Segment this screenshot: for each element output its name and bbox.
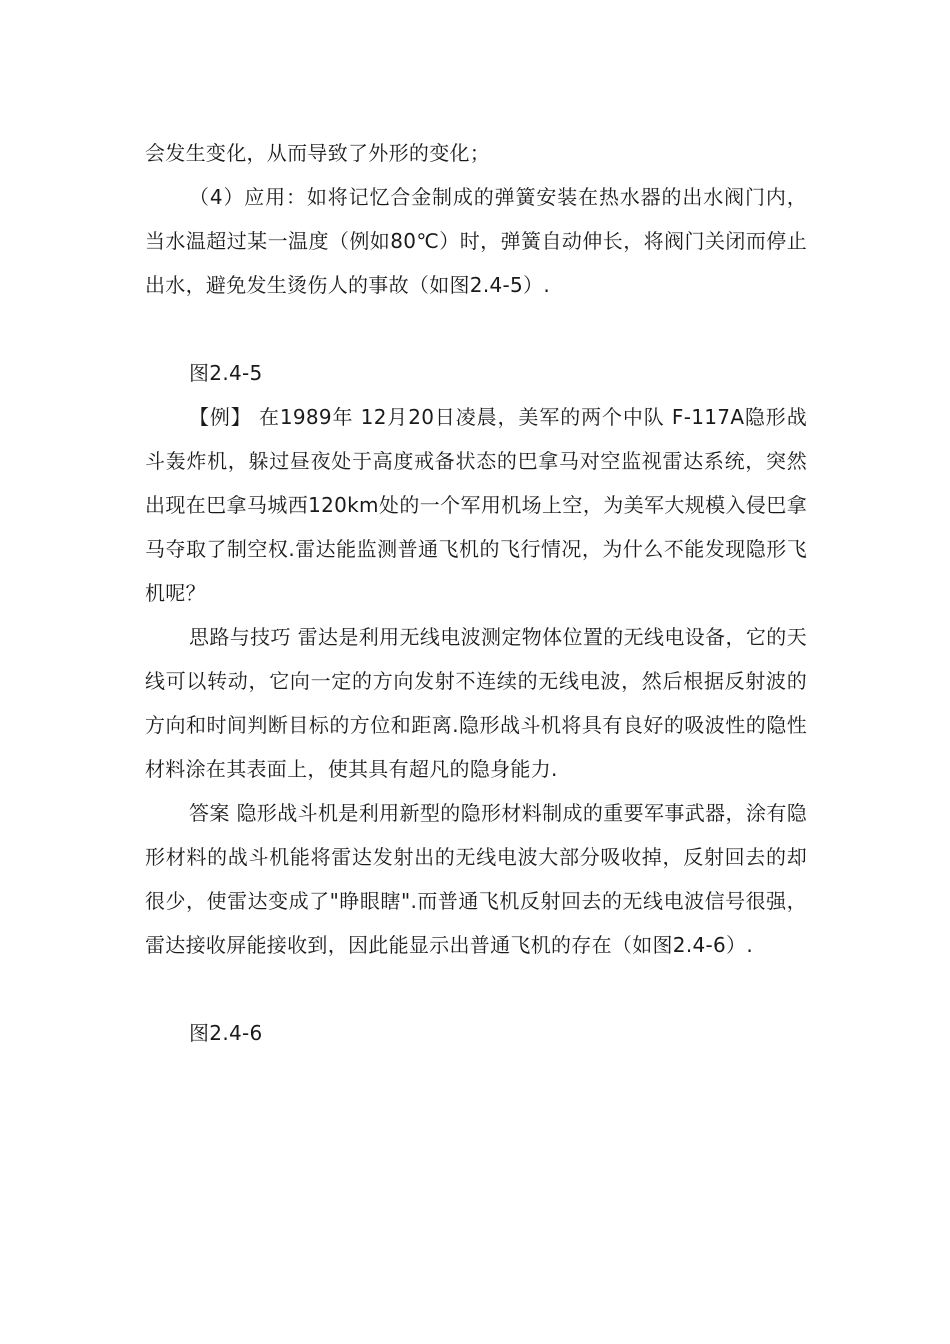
paragraph-example: [145, 395, 807, 615]
figure-placeholder-1: [145, 307, 807, 351]
paragraph-shape-change: 会发生变化，从而导致了外形的变化；: [145, 141, 491, 165]
paragraph-thinking: [145, 615, 807, 791]
answer-text: 隐形战斗机是利用新型的隐形材料制成的重要军事武器，涂有隐形材料的战斗机能将雷达发射出的无线电波大部分吸收掉，反射回去的却很少，使雷达变成了"睁眼瞎".而普通飞机反射回去的无线电波信号很强，雷达接收屏能接收到，因此能显示出普通飞机的存在（如图2.4-6）.: [145, 801, 807, 957]
thinking-label: 思路与技巧: [189, 625, 291, 649]
answer-label: 答案: [189, 801, 230, 825]
document-page: [145, 131, 807, 1055]
example-text: 在1989年 12月20日凌晨，美军的两个中队 F-117A隐形战斗轰炸机，躲过昼夜处于高度戒备状态的巴拿马对空监视雷达系统，突然出现在巴拿马城西120km处的一个军用机场上空，为美军大规模入侵巴拿马夺取了制空权.雷达能监测普通飞机的飞行情况，为什么不能发现隐形飞机呢？: [145, 405, 807, 605]
figure-placeholder-2: [145, 967, 807, 1011]
figure-caption-2-4-6: 图2.4-6: [189, 1021, 263, 1045]
example-label: 【例】: [189, 405, 252, 429]
figure-caption-2-4-5: 图2.4-5: [189, 361, 263, 385]
thinking-text: 雷达是利用无线电波测定物体位置的无线电设备，它的天线可以转动，它向一定的方向发射不连续的无线电波，然后根据反射波的方向和时间判断目标的方位和距离.隐形战斗机将具有良好的吸波性的隐性材料涂在其表面上，使其具有超凡的隐身能力.: [145, 625, 807, 781]
paragraph-answer: [145, 791, 807, 967]
paragraph-application: （4）应用：如将记忆合金制成的弹簧安装在热水器的出水阀门内，当水温超过某一温度（例如80℃）时，弹簧自动伸长，将阀门关闭而停止出水，避免发生烫伤人的事故（如图2.4-5）.: [145, 185, 807, 297]
